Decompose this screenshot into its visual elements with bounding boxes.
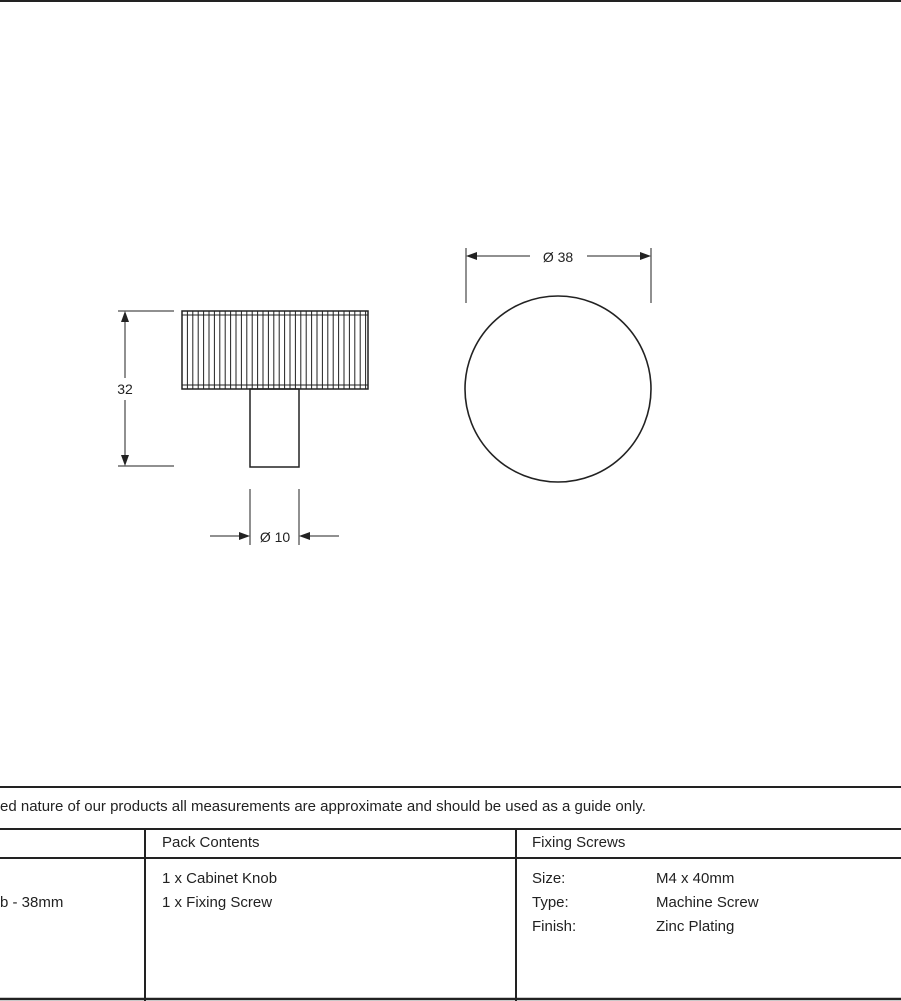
stem-outline	[250, 389, 299, 467]
fixing-screws-heading: Fixing Screws	[532, 834, 626, 851]
fixing-screw-value: Zinc Plating	[656, 918, 735, 935]
disclaimer-text: ed nature of our products all measurements are approximate and should be used as a guide only.	[0, 798, 646, 815]
fixing-screw-value: M4 x 40mm	[656, 870, 735, 887]
fixing-screw-value: Machine Screw	[656, 894, 759, 911]
knob-diameter-dimension	[466, 248, 651, 303]
knurling-lines	[187, 311, 365, 389]
pack-contents-item: 1 x Cabinet Knob	[162, 870, 278, 887]
front-view	[465, 296, 651, 482]
fixing-screw-label: Type:	[532, 894, 569, 911]
knob-diameter-label: Ø 38	[542, 249, 574, 265]
product-name-fragment: b - 38mm	[0, 894, 64, 911]
height-dimension	[117, 311, 174, 466]
stem-diameter-label: Ø 10	[259, 529, 291, 545]
footer-table-lines	[0, 787, 901, 1001]
fixing-screw-label: Size:	[532, 870, 566, 887]
fixing-screw-label: Finish:	[532, 918, 577, 935]
knob-face-circle	[465, 296, 651, 482]
pack-contents-heading: Pack Contents	[162, 834, 260, 851]
height-label: 32	[117, 381, 133, 397]
pack-contents-item: 1 x Fixing Screw	[162, 894, 273, 911]
side-view	[182, 311, 368, 467]
knob-head-outline	[182, 311, 368, 389]
stem-diameter-dimension	[210, 489, 339, 545]
